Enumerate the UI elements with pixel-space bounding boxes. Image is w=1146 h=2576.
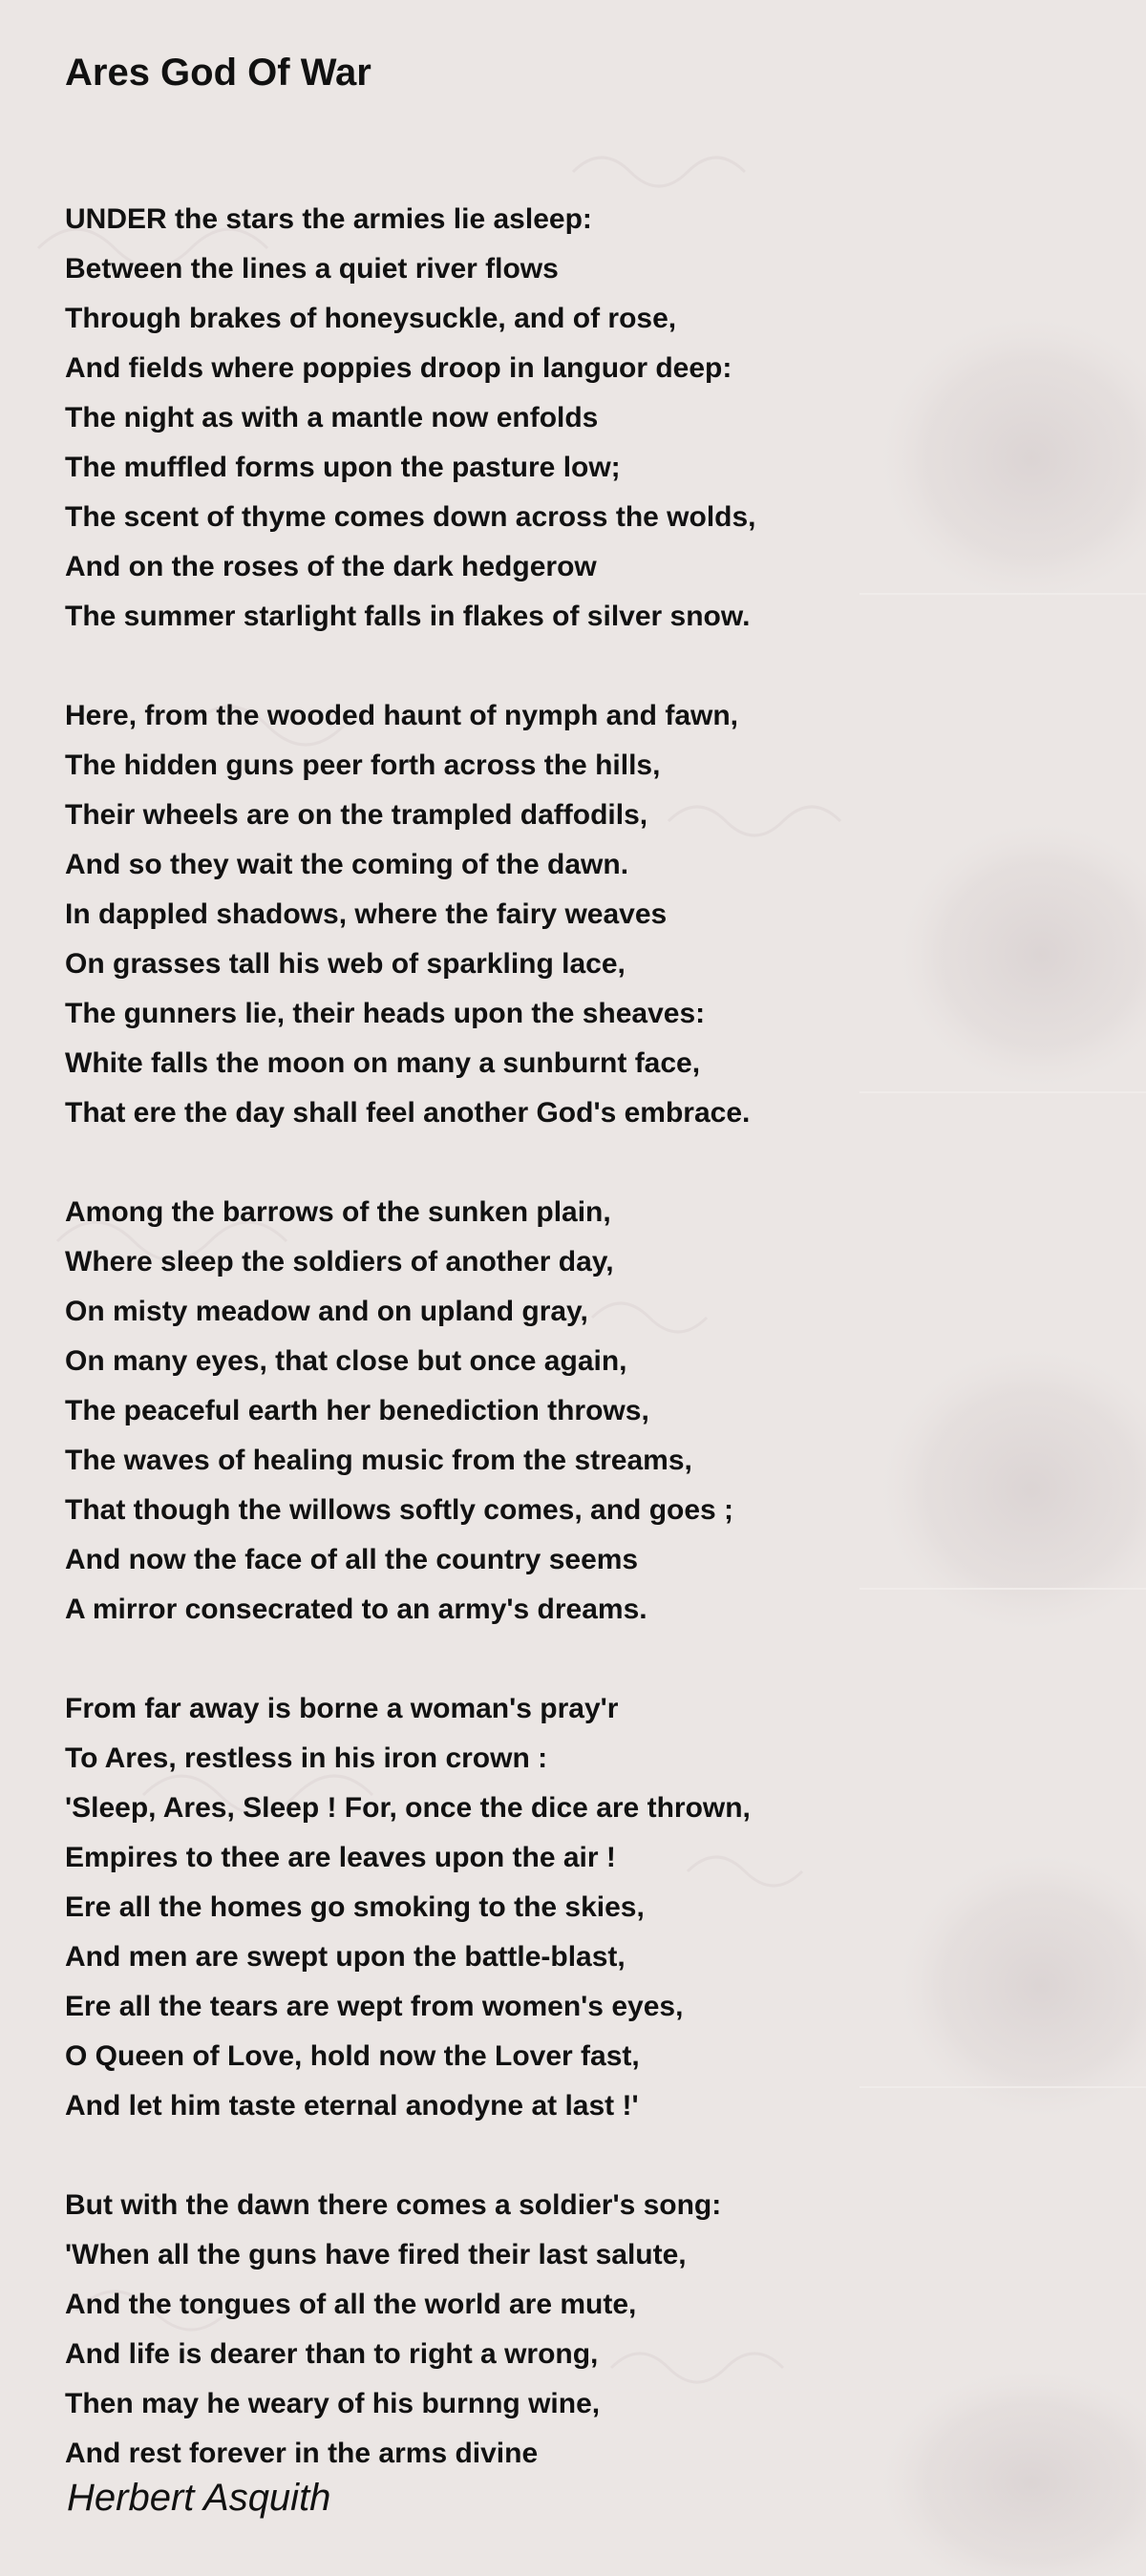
poem-line: Ere all the homes go smoking to the skies,: [65, 1891, 645, 1923]
poem-line: The scent of thyme comes down across the wolds,: [65, 501, 756, 533]
poem-line: The waves of healing music from the streams,: [65, 1445, 692, 1476]
poem-line: UNDER the stars the armies lie asleep:: [65, 203, 592, 235]
stanza: [65, 1188, 1115, 1635]
poem-line: On grasses tall his web of sparkling lace,: [65, 948, 626, 980]
poem-line: The hidden guns peer forth across the hills,: [65, 750, 661, 781]
poem-line: On misty meadow and on upland gray,: [65, 1296, 588, 1327]
poem-line: In dappled shadows, where the fairy weaves: [65, 898, 668, 930]
poem-line: And men are swept upon the battle-blast,: [65, 1941, 626, 1973]
poem-line: Where sleep the soldiers of another day,: [65, 1246, 614, 1277]
poem-line: And now the face of all the country seems: [65, 1544, 639, 1575]
poem-line: And the tongues of all the world are mute,: [65, 2289, 637, 2320]
poem-line: On many eyes, that close but once again,: [65, 1345, 627, 1377]
poem-line: Here, from the wooded haunt of nymph and fawn,: [65, 700, 739, 731]
poem-line: O Queen of Love, hold now the Lover fast,: [65, 2040, 640, 2072]
poem-line: A mirror consecrated to an army's dreams.: [65, 1594, 647, 1625]
poem-line: The gunners lie, their heads upon the sheaves:: [65, 998, 706, 1029]
poem-line: And life is dearer than to right a wrong,: [65, 2338, 599, 2370]
poem-line: Then may he weary of his burnng wine,: [65, 2388, 601, 2419]
stanza: [65, 2181, 1115, 2479]
stanza: [65, 195, 1115, 642]
poem-line: The night as with a mantle now enfolds: [65, 402, 599, 433]
poem-author: Herbert Asquith: [67, 2477, 331, 2519]
poem-line: 'Sleep, Ares, Sleep ! For, once the dice are thrown,: [65, 1792, 751, 1824]
poem-line: The muffled forms upon the pasture low;: [65, 452, 621, 483]
poem-line: White falls the moon on many a sunburnt face,: [65, 1047, 701, 1079]
poem-line: And on the roses of the dark hedgerow: [65, 551, 597, 582]
poem-line: Empires to thee are leaves upon the air !: [65, 1842, 616, 1873]
poem-line: And so they wait the coming of the dawn.: [65, 849, 629, 880]
poem-line: Ere all the tears are wept from women's eyes,: [65, 1991, 684, 2022]
poem-line: And rest forever in the arms divine: [65, 2438, 539, 2469]
poem-line: To Ares, restless in his iron crown :: [65, 1742, 548, 1774]
poem-line: And let him taste eternal anodyne at last !': [65, 2090, 639, 2122]
stanza: [65, 691, 1115, 1138]
poem-line: Between the lines a quiet river flows: [65, 253, 559, 285]
poem-line: The summer starlight falls in flakes of silver snow.: [65, 601, 751, 632]
poem-line: That though the willows softly comes, and goes ;: [65, 1494, 734, 1526]
stanza: [65, 1684, 1115, 2131]
poem-line: 'When all the guns have fired their last salute,: [65, 2239, 687, 2270]
poem-line: Through brakes of honeysuckle, and of rose,: [65, 303, 677, 334]
poem-line: That ere the day shall feel another God's embrace.: [65, 1097, 751, 1129]
poem-title: Ares God Of War: [65, 52, 371, 94]
poem-line: The peaceful earth her benediction throws,: [65, 1395, 649, 1426]
poem-line: And fields where poppies droop in languor deep:: [65, 352, 732, 384]
poem-line: Among the barrows of the sunken plain,: [65, 1196, 611, 1228]
poem-line: But with the dawn there comes a soldier's song:: [65, 2189, 722, 2221]
poem-body: [65, 195, 1115, 2479]
poem-line: From far away is borne a woman's pray'r: [65, 1693, 619, 1724]
poem-line: Their wheels are on the trampled daffodils,: [65, 799, 648, 831]
